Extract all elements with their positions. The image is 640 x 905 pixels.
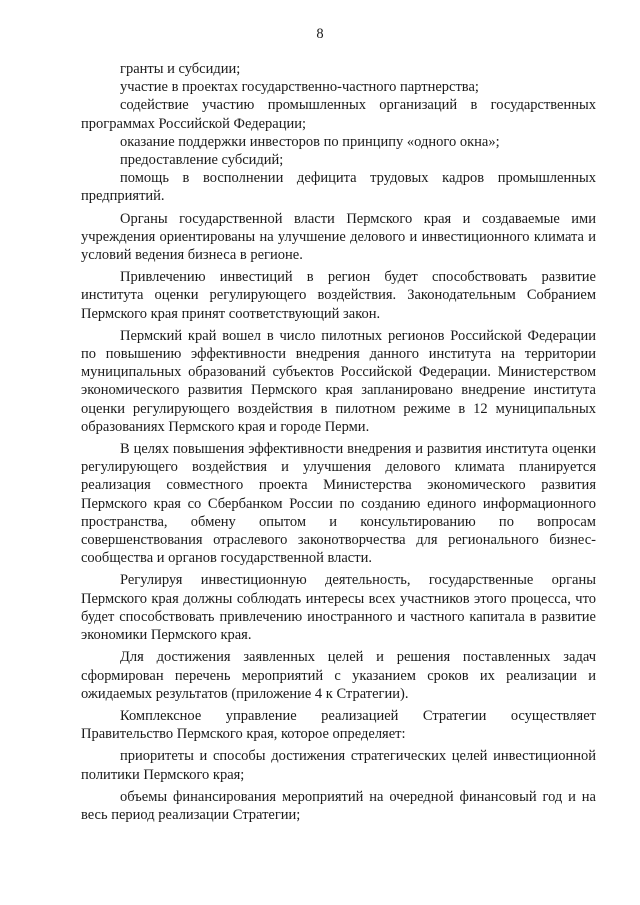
page-number: 8 — [316, 26, 324, 42]
paragraph: объемы финансирования мероприятий на очередной финансовый год и на весь период реализации Стратегии; — [81, 788, 596, 823]
paragraph: Привлечению инвестиций в регион будет способствовать развитие института оценки регулирующего воздействия. Законодательным Собранием Пермского края принят соответствующий закон. — [81, 269, 596, 322]
paragraph: гранты и субсидии; — [120, 61, 241, 77]
paragraph: Для достижения заявленных целей и решения поставленных задач сформирован перечень мероприятий с указанием сроков их реализации и ожидаемых результатов (приложение 4 к Стратегии). — [81, 649, 596, 702]
paragraph: помощь в восполнении дефицита трудовых кадров промышленных предприятий. — [81, 170, 596, 205]
paragraph: Комплексное управление реализацией Стратегии осуществляет Правительство Пермского края, которое определяет: — [81, 707, 596, 743]
paragraph: приоритеты и способы достижения стратегических целей инвестиционной политики Пермского края; — [81, 748, 596, 783]
paragraph: Органы государственной власти Пермского края и создаваемые ими учреждения ориентированы на улучшение делового и инвестиционного климата и условий ведения бизнеса в регионе. — [81, 210, 596, 264]
paragraph: оказание поддержки инвесторов по принципу «одного окна»; — [120, 133, 500, 150]
paragraph: Регулируя инвестиционную деятельность, государственные органы Пермского края должны соблюдать интересы всех участников этого процесса, что будет способствовать привлечению иностранного и частного капитала в развитие экономики Пермского края. — [81, 572, 596, 644]
paragraph: содействие участию промышленных организаций в государственных программах Российской Федерации; — [81, 97, 596, 132]
document-body — [81, 60, 596, 824]
paragraph: участие в проектах государственно-частного партнерства; — [120, 79, 479, 96]
paragraph: Пермский край вошел в число пилотных регионов Российской Федерации по повышению эффективности внедрения данного института на территории муниципальных образований субъектов Российской Федерации. Министерством экономического развития Пермского края запланировано внедрение института оценки регулирующего воздействия в пилотном режиме в 12 муниципальных образованиях Пермского края и городе Перми. — [81, 327, 596, 435]
paragraph: предоставление субсидий; — [120, 152, 284, 169]
paragraph: В целях повышения эффективности внедрения и развития института оценки регулирующего воздействия и улучшения делового климата планируется реализация совместного проекта Министерства экономического развития Пермского края со Сбербанком России по созданию единого информационного пространства, обмену опытом и консультированию по вопросам совершенствования отраслевого законотворчества для регионального бизнес-сообщества и органов государственной власти. — [81, 441, 596, 567]
